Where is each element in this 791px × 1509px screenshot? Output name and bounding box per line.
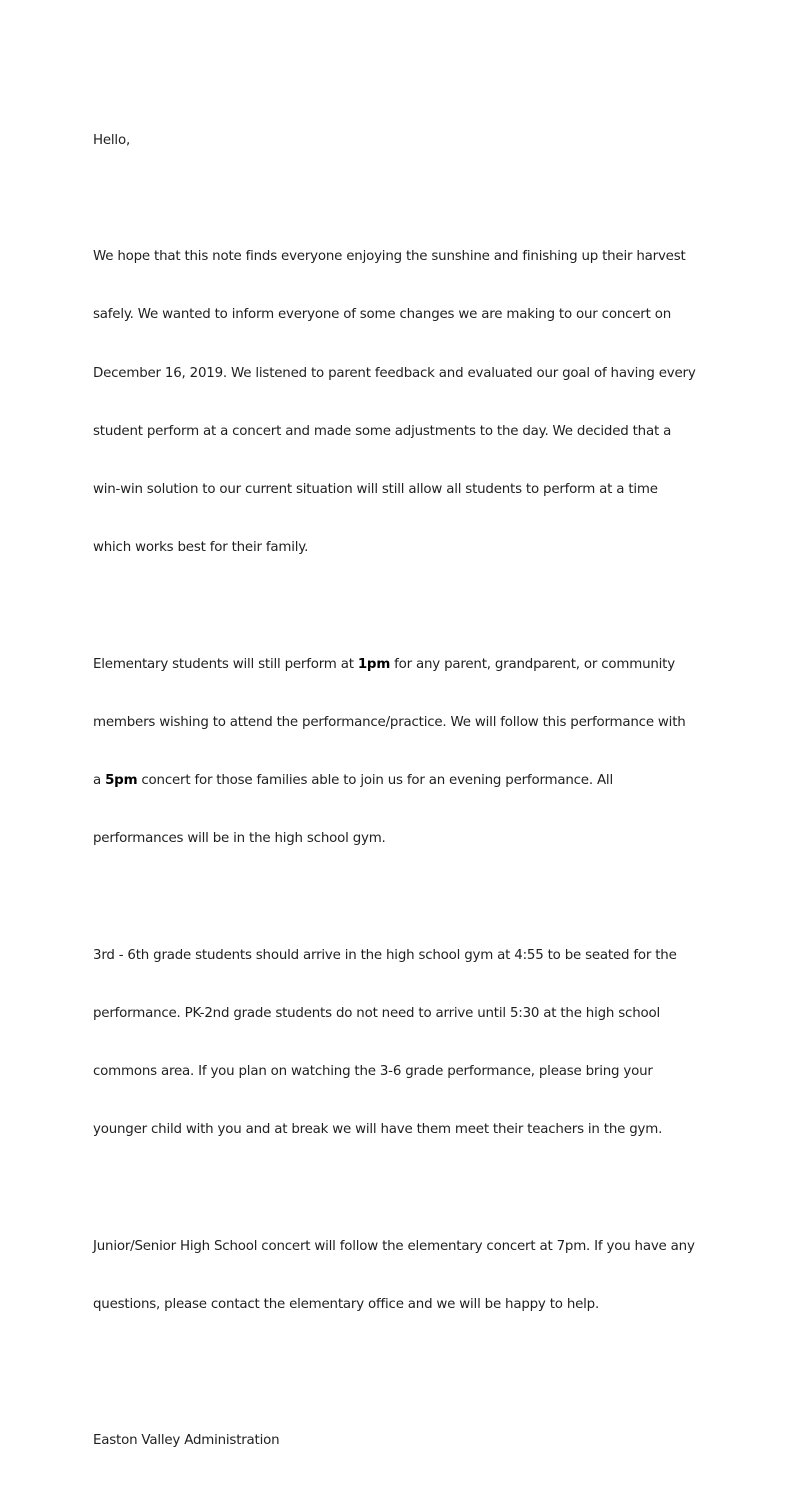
time-5pm: 5pm [105, 773, 138, 789]
paragraph-line: performance. PK-2nd grade students do not need to arrive until 5:30 at the high school [93, 1006, 660, 1022]
paragraph-line: student perform at a concert and made some adjustments to the day. We decided that a [93, 423, 672, 439]
text-segment: Elementary students will still perform at [93, 656, 358, 672]
paragraph-line: younger child with you and at break we will have them meet their teachers in the gym. [93, 1122, 663, 1138]
paragraph-line: Junior/Senior High School concert will follow the elementary concert at 7pm. If you have any [93, 1238, 695, 1254]
text-segment: for any parent, grandparent, or community [390, 656, 675, 672]
paragraph-line: safely. We wanted to inform everyone of some changes we are making to our concert on [93, 307, 671, 323]
paragraph-performance-times [93, 616, 703, 888]
paragraph-line: members wishing to attend the performance/practice. We will follow this performance with [93, 714, 686, 730]
paragraph-line: December 16, 2019. We listened to parent feedback and evaluated our goal of having every [93, 365, 696, 381]
signature [93, 1392, 703, 1489]
text-segment: concert for those families able to join us for an evening performance. All [137, 773, 613, 789]
letter-body [93, 92, 703, 1509]
paragraph-line: performances will be in the high school gym. [93, 831, 386, 847]
paragraph-line: commons area. If you plan on watching the 3-6 grade performance, please bring your [93, 1064, 653, 1080]
paragraph-intro [93, 208, 703, 596]
paragraph-line: 3rd - 6th grade students should arrive in the high school gym at 4:55 to be seated for the [93, 947, 677, 963]
signature-text: Easton Valley Administration [93, 1432, 280, 1448]
paragraph-line [93, 655, 703, 674]
paragraph-line [93, 771, 703, 790]
paragraph-high-school [93, 1198, 703, 1353]
paragraph-arrival [93, 907, 703, 1179]
paragraph-line: We hope that this note finds everyone enjoying the sunshine and finishing up their harvest [93, 249, 686, 265]
greeting-text: Hello, [93, 132, 130, 148]
time-1pm: 1pm [357, 656, 391, 672]
paragraph-line: questions, please contact the elementary office and we will be happy to help. [93, 1297, 600, 1313]
greeting [93, 92, 703, 189]
paragraph-line: win-win solution to our current situation will still allow all students to perform at a time [93, 482, 658, 498]
paragraph-line: which works best for their family. [93, 540, 309, 556]
text-segment: a [93, 773, 106, 789]
